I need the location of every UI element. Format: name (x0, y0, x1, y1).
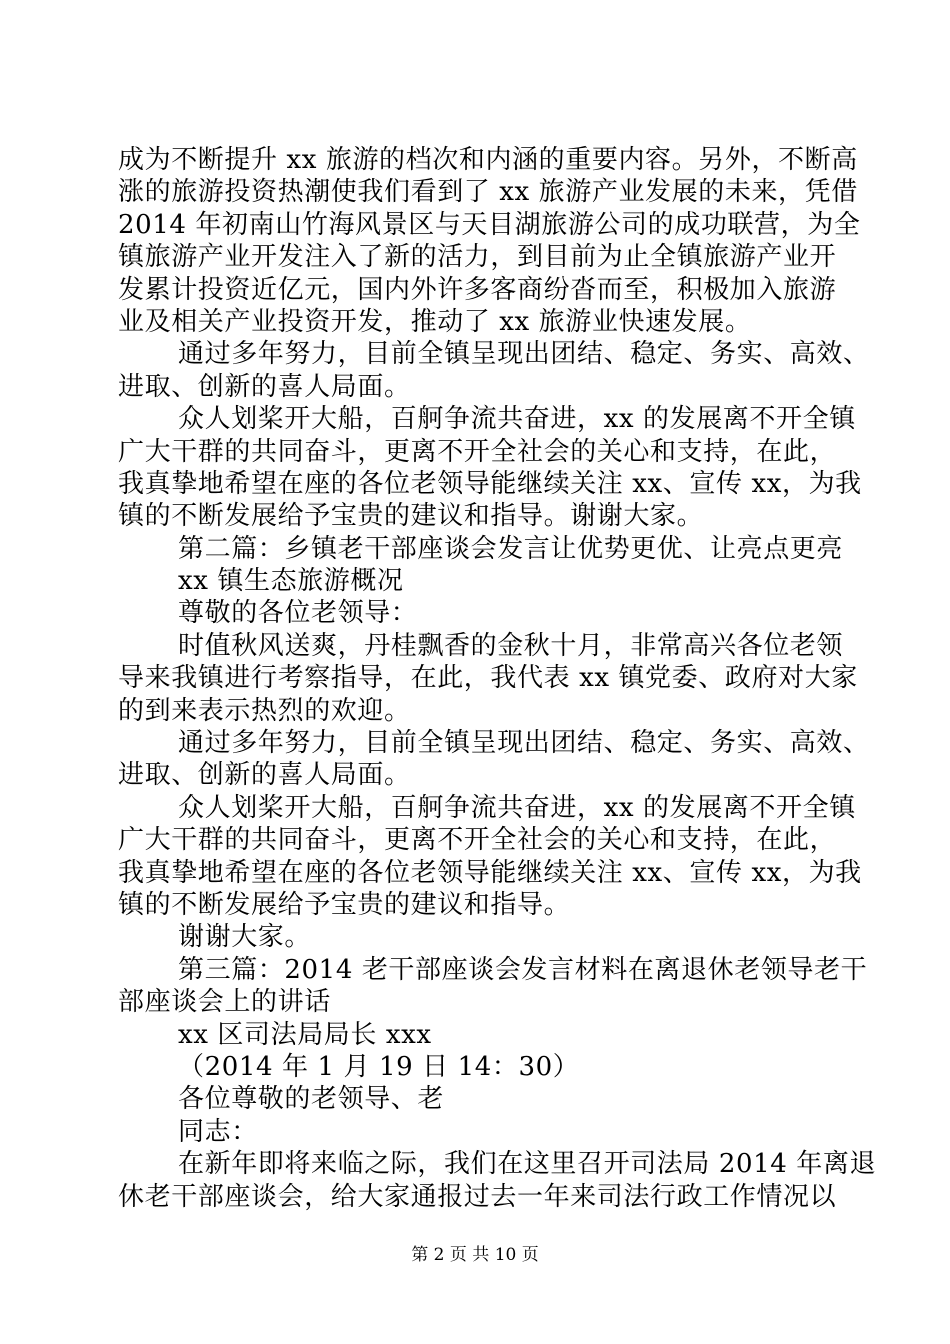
section-heading-3: 第三篇：2014 老干部座谈会发言材料在离退休老领导老干 (178, 954, 868, 985)
text-line: 广大干群的共同奋斗，更离不开全社会的关心和支持，在此， (118, 436, 837, 467)
paragraph-start: 时值秋风送爽，丹桂飘香的金秋十月，非常高兴各位老领 (178, 630, 844, 661)
text-line: 镇的不断发展给予宝贵的建议和指导。谢谢大家。 (118, 501, 704, 532)
closing-line: 谢谢大家。 (178, 922, 312, 953)
paragraph-start: 众人划桨开大船，百舸争流共奋进，xx 的发展离不开全镇 (178, 404, 856, 435)
text-line: 涨的旅游投资热潮使我们看到了 xx 旅游产业发展的未来，凭借 (118, 177, 858, 208)
text-line: 广大干群的共同奋斗，更离不开全社会的关心和支持，在此， (118, 825, 837, 856)
text-line: 我真挚地希望在座的各位老领导能继续关注 xx、宣传 xx，为我 (118, 857, 862, 888)
text-line: 成为不断提升 xx 旅游的档次和内涵的重要内容。另外，不断高 (118, 145, 858, 175)
text-line: 的到来表示热烈的欢迎。 (118, 695, 411, 726)
text-line: 镇的不断发展给予宝贵的建议和指导。 (118, 889, 571, 920)
text-line: 发累计投资近亿元，国内外许多客商纷沓而至，积极加入旅游 (118, 274, 837, 305)
salutation: 各位尊敬的老领导、老 (178, 1084, 445, 1115)
text-line: 部座谈会上的讲话 (118, 987, 331, 1018)
date-line: （2014 年 1 月 19 日 14：30） (178, 1051, 580, 1082)
text-line: 我真挚地希望在座的各位老领导能继续关注 xx、宣传 xx，为我 (118, 468, 862, 499)
text-line: 业及相关产业投资开发，推动了 xx 旅游业快速发展。 (118, 306, 752, 337)
document-body (118, 144, 877, 1213)
paragraph-start: 众人划桨开大船，百舸争流共奋进，xx 的发展离不开全镇 (178, 792, 856, 823)
text-line: 导来我镇进行考察指导，在此，我代表 xx 镇党委、政府对大家 (118, 663, 858, 694)
text-line: 镇旅游产业开发注入了新的活力，到目前为止全镇旅游产业开 (118, 242, 837, 273)
salutation: 同志： (178, 1116, 258, 1147)
subtitle: xx 镇生态旅游概况 (178, 566, 404, 597)
text-line: 进取、创新的喜人局面。 (118, 371, 411, 402)
paragraph-start: 通过多年努力，目前全镇呈现出团结、稳定、务实、高效、 (178, 339, 870, 370)
paragraph-start: 通过多年努力，目前全镇呈现出团结、稳定、务实、高效、 (178, 728, 870, 759)
section-heading-2: 第二篇：乡镇老干部座谈会发言让优势更优、让亮点更亮 (178, 533, 844, 564)
text-line: 进取、创新的喜人局面。 (118, 760, 411, 791)
text-line: 2014 年初南山竹海风景区与天目湖旅游公司的成功联营，为全 (118, 209, 861, 240)
text-line: 休老干部座谈会，给大家通报过去一年来司法行政工作情况以 (118, 1181, 837, 1212)
page-footer: 第 2 页 共 10 页 (411, 1245, 539, 1265)
salutation: 尊敬的各位老领导： (178, 598, 418, 629)
speaker-line: xx 区司法局局长 xxx (178, 1019, 432, 1050)
paragraph-start: 在新年即将来临之际，我们在这里召开司法局 2014 年离退 (178, 1149, 877, 1180)
